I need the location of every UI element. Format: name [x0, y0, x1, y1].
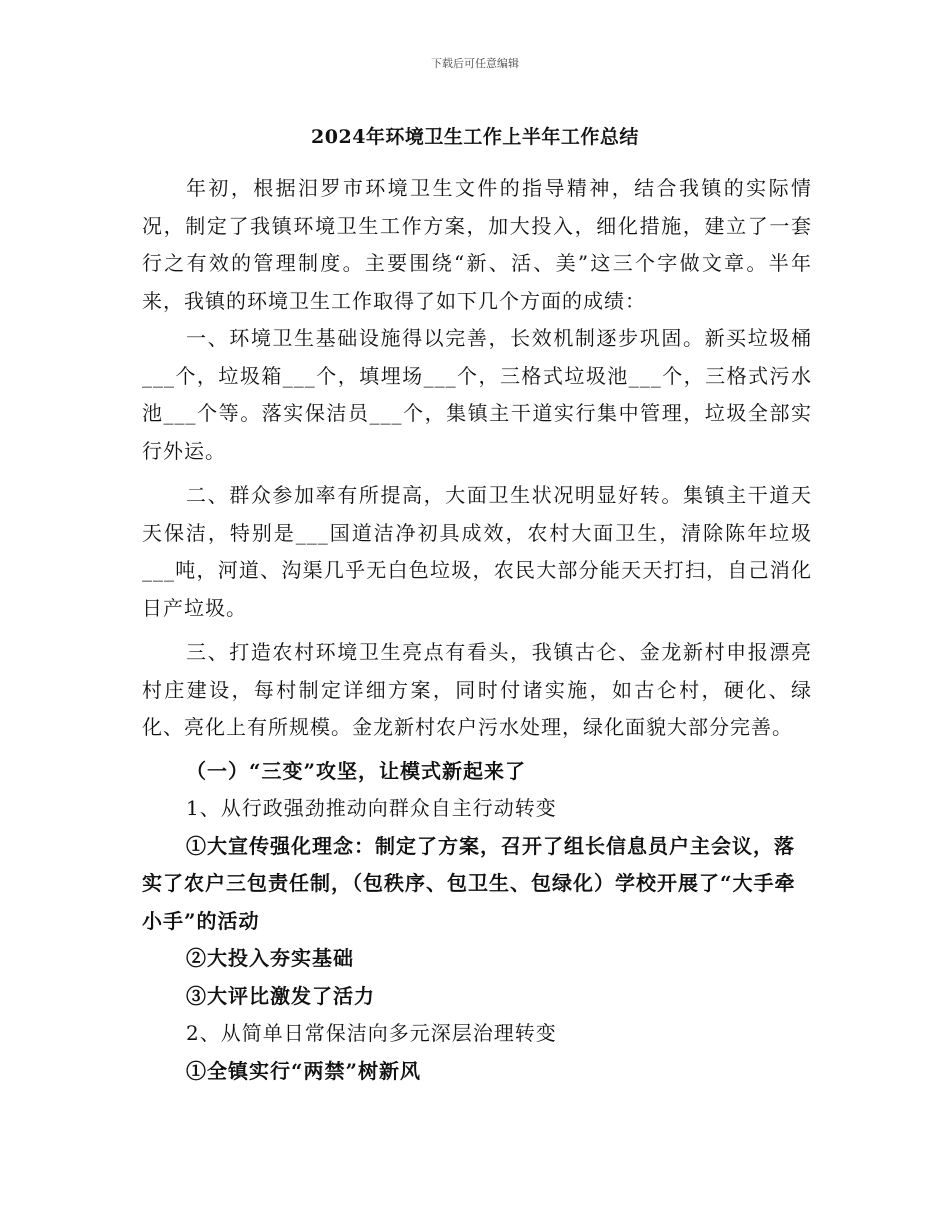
section-heading-1: （一）“三变”攻坚，让模式新起来了: [186, 758, 527, 783]
item-publicity: ①大宣传强化理念：制定了方案，召开了组长信息员户主会议，落实了农户三包责任制，（包秩序、包卫生、包绿化）学校开展了“大手牵小手”的活动: [142, 833, 796, 933]
subsection-heading-2: 2、从简单日常保洁向多元深层治理转变: [186, 1021, 557, 1045]
header-note: 下载后可任意编辑: [431, 57, 519, 70]
document-body: [142, 170, 812, 1090]
paragraph-participation: 二、群众参加率有所提高，大面卫生状况明显好转。集镇主干道天天保洁，特别是___国道洁净初具成效，农村大面卫生，清除陈年垃圾___吨，河道、沟渠几乎无白色垃圾，农民大部分能天天打扫，自己消化日产垃圾。: [142, 483, 812, 620]
item-investment: ②大投入夯实基础: [186, 946, 354, 970]
item-evaluation: ③大评比激发了活力: [186, 983, 375, 1008]
paragraph-highlights: 三、打造农村环境卫生亮点有看头，我镇古仑、金龙新村申报漂亮村庄建设，每村制定详细方案，同时付诸实施，如古仑村，硬化、绿化、亮化上有所规模。金龙新村农户污水处理，绿化面貌大部分完善。: [142, 640, 812, 739]
document-title: 2024年环境卫生工作上半年工作总结: [311, 126, 639, 148]
item-two-bans: ①全镇实行“两禁”树新风: [186, 1058, 422, 1083]
paragraph-facilities: 一、环境卫生基础设施得以完善，长效机制逐步巩固。新买垃圾桶___个，垃圾箱___个，填埋场___个，三格式垃圾池___个，三格式污水池___个等。落实保洁员___个，集镇主干道实行集中管理，垃圾全部实行外运。: [142, 326, 812, 463]
paragraph-intro: 年初，根据汨罗市环境卫生文件的指导精神，结合我镇的实际情况，制定了我镇环境卫生工作方案，加大投入，细化措施，建立了一套行之有效的管理制度。主要围绕“新、活、美”这三个字做文章。半年来，我镇的环境卫生工作取得了如下几个方面的成绩：: [142, 176, 812, 313]
subsection-heading-1: 1、从行政强劲推动向群众自主行动转变: [186, 796, 557, 820]
